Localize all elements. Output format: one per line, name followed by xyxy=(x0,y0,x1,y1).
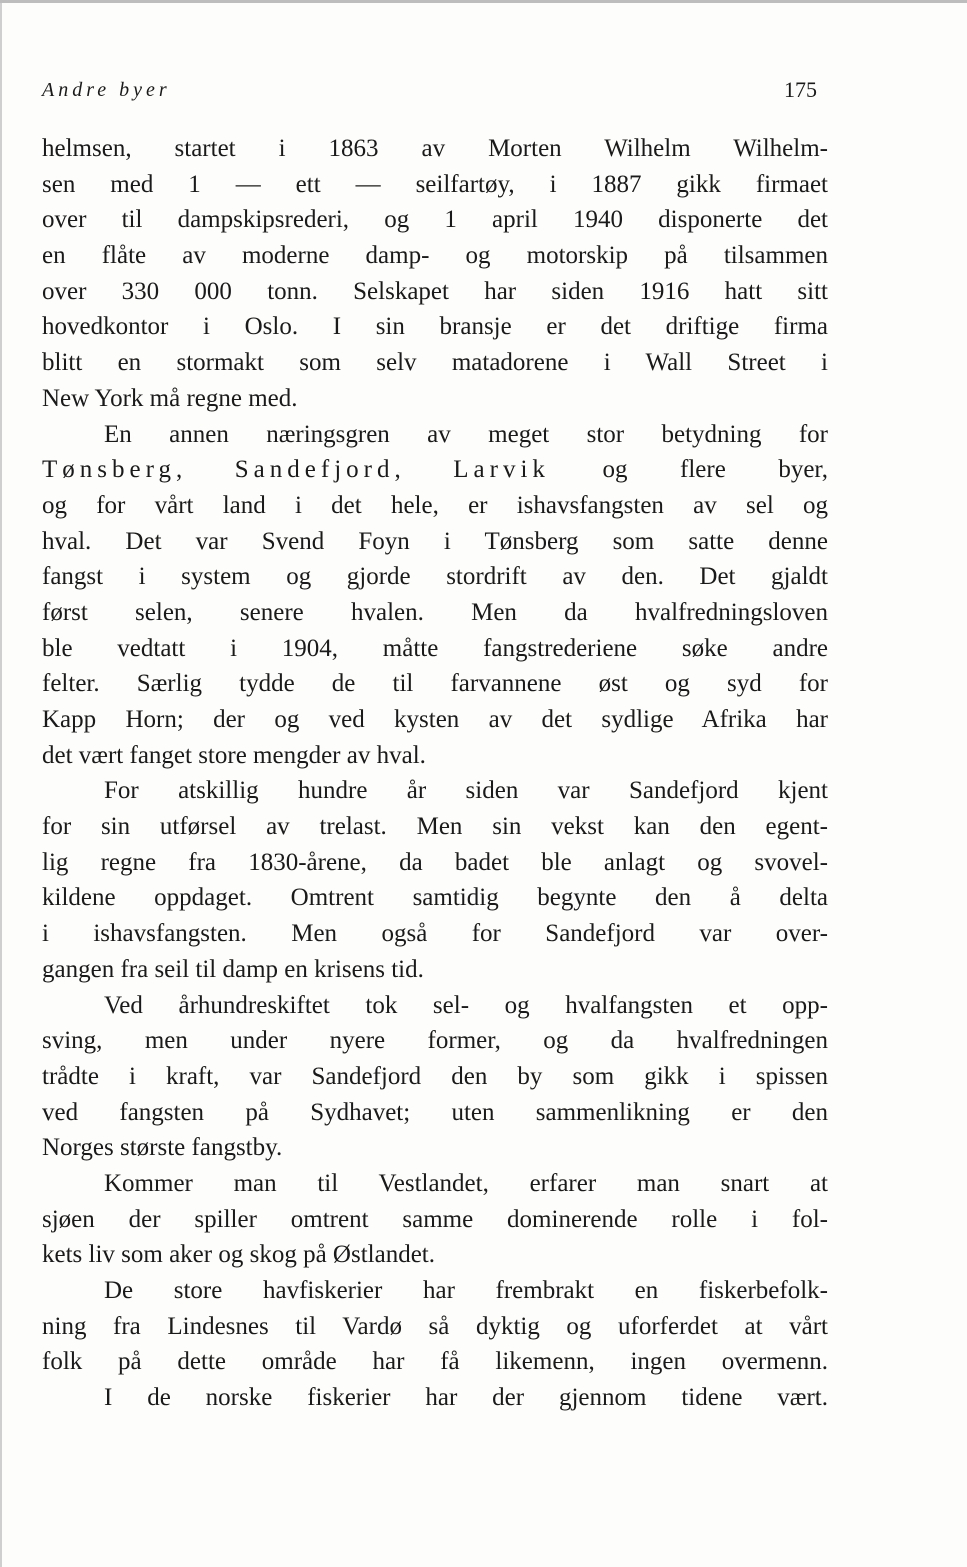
text-line: ble vedtatt i 1904, måtte fangstrederiene søke andre xyxy=(42,634,828,662)
text-line: En annen næringsgren av meget stor betydning for xyxy=(104,420,828,448)
text-line: For atskillig hundre år siden var Sandefjord kjent xyxy=(104,777,828,805)
text-line: en flåte av moderne damp- og motorskip på tilsammen xyxy=(42,242,828,270)
text-line: sving, men under nyere former, og da hvalfredningen xyxy=(42,1027,828,1055)
text-line: hovedkontor i Oslo. I sin bransje er det driftige firma xyxy=(42,313,828,341)
text-line: ved fangsten på Sydhavet; uten sammenlikning er den xyxy=(42,1098,828,1126)
text-line: og for vårt land i det hele, er ishavsfangsten av sel og xyxy=(42,491,828,519)
text-line: kets liv som aker og skog på Østlandet. xyxy=(42,1241,435,1269)
text-line: for sin utførsel av trelast. Men sin vekst kan den egent- xyxy=(42,813,828,841)
page-number: 175 xyxy=(784,77,817,102)
text-line: sen med 1 — ett — seilfartøy, i 1887 gikk firmaet xyxy=(42,170,828,198)
text-line: ning fra Lindesnes til Vardø så dyktig og uforferdet at vårt xyxy=(42,1312,828,1340)
text-line: Kapp Horn; der og ved kysten av det sydlige Afrika har xyxy=(42,706,828,733)
text-line: blitt en stormakt som selv matadorene i Wall Street i xyxy=(42,349,828,377)
text-line: gangen fra seil til damp en krisens tid. xyxy=(42,955,424,983)
text-line: Kommer man til Vestlandet, erfarer man snart at xyxy=(104,1169,828,1197)
text-line: helmsen, startet i 1863 av Morten Wilhelm Wilhelm- xyxy=(42,135,828,162)
text-line: Ved århundreskiftet tok sel- og hvalfangsten et opp- xyxy=(104,991,828,1019)
text-line: i ishavsfangsten. Men også for Sandefjord var over- xyxy=(42,920,828,948)
text-line: Norges største fangstby. xyxy=(42,1134,283,1162)
body-text xyxy=(42,131,828,1416)
text-line: lig regne fra 1830-årene, da badet ble anlagt og svovel- xyxy=(42,848,828,876)
text-line: New York må regne med. xyxy=(42,384,298,412)
text-line: over til dampskipsrederi, og 1 april 1940 disponerte det xyxy=(42,206,828,234)
text-line: folk på dette område har få likemenn, ingen overmenn. xyxy=(42,1348,828,1376)
text-line: kildene oppdaget. Omtrent samtidig begynte den å delta xyxy=(42,884,828,912)
text-line: I de norske fiskerier har der gjennom tidene vært. xyxy=(104,1384,828,1412)
text-line: felter. Særlig tydde de til farvannene øst og syd for xyxy=(42,670,828,698)
page-edge xyxy=(0,3,2,1567)
text-line: fangst i system og gjorde stordrift av den. Det gjaldt xyxy=(42,563,828,591)
text-line: sjøen der spiller omtrent samme dominerende rolle i fol- xyxy=(42,1205,828,1233)
text-line: De store havfiskerier har frembrakt en fiskerbefolk- xyxy=(104,1277,828,1304)
running-header-title: Andre byer xyxy=(42,79,171,101)
text-line: hval. Det var Svend Foyn i Tønsberg som satte denne xyxy=(42,527,828,555)
text-line: det vært fanget store mengder av hval. xyxy=(42,741,426,769)
text-line: først selen, senere hvalen. Men da hvalfredningsloven xyxy=(42,598,828,626)
text-line: Tønsberg, Sandefjord, Larvik og flere byer, xyxy=(42,456,829,484)
text-line: over 330 000 tonn. Selskapet har siden 1916 hatt sitt xyxy=(42,277,828,305)
text-line: trådte i kraft, var Sandefjord den by som gikk i spissen xyxy=(42,1062,828,1090)
